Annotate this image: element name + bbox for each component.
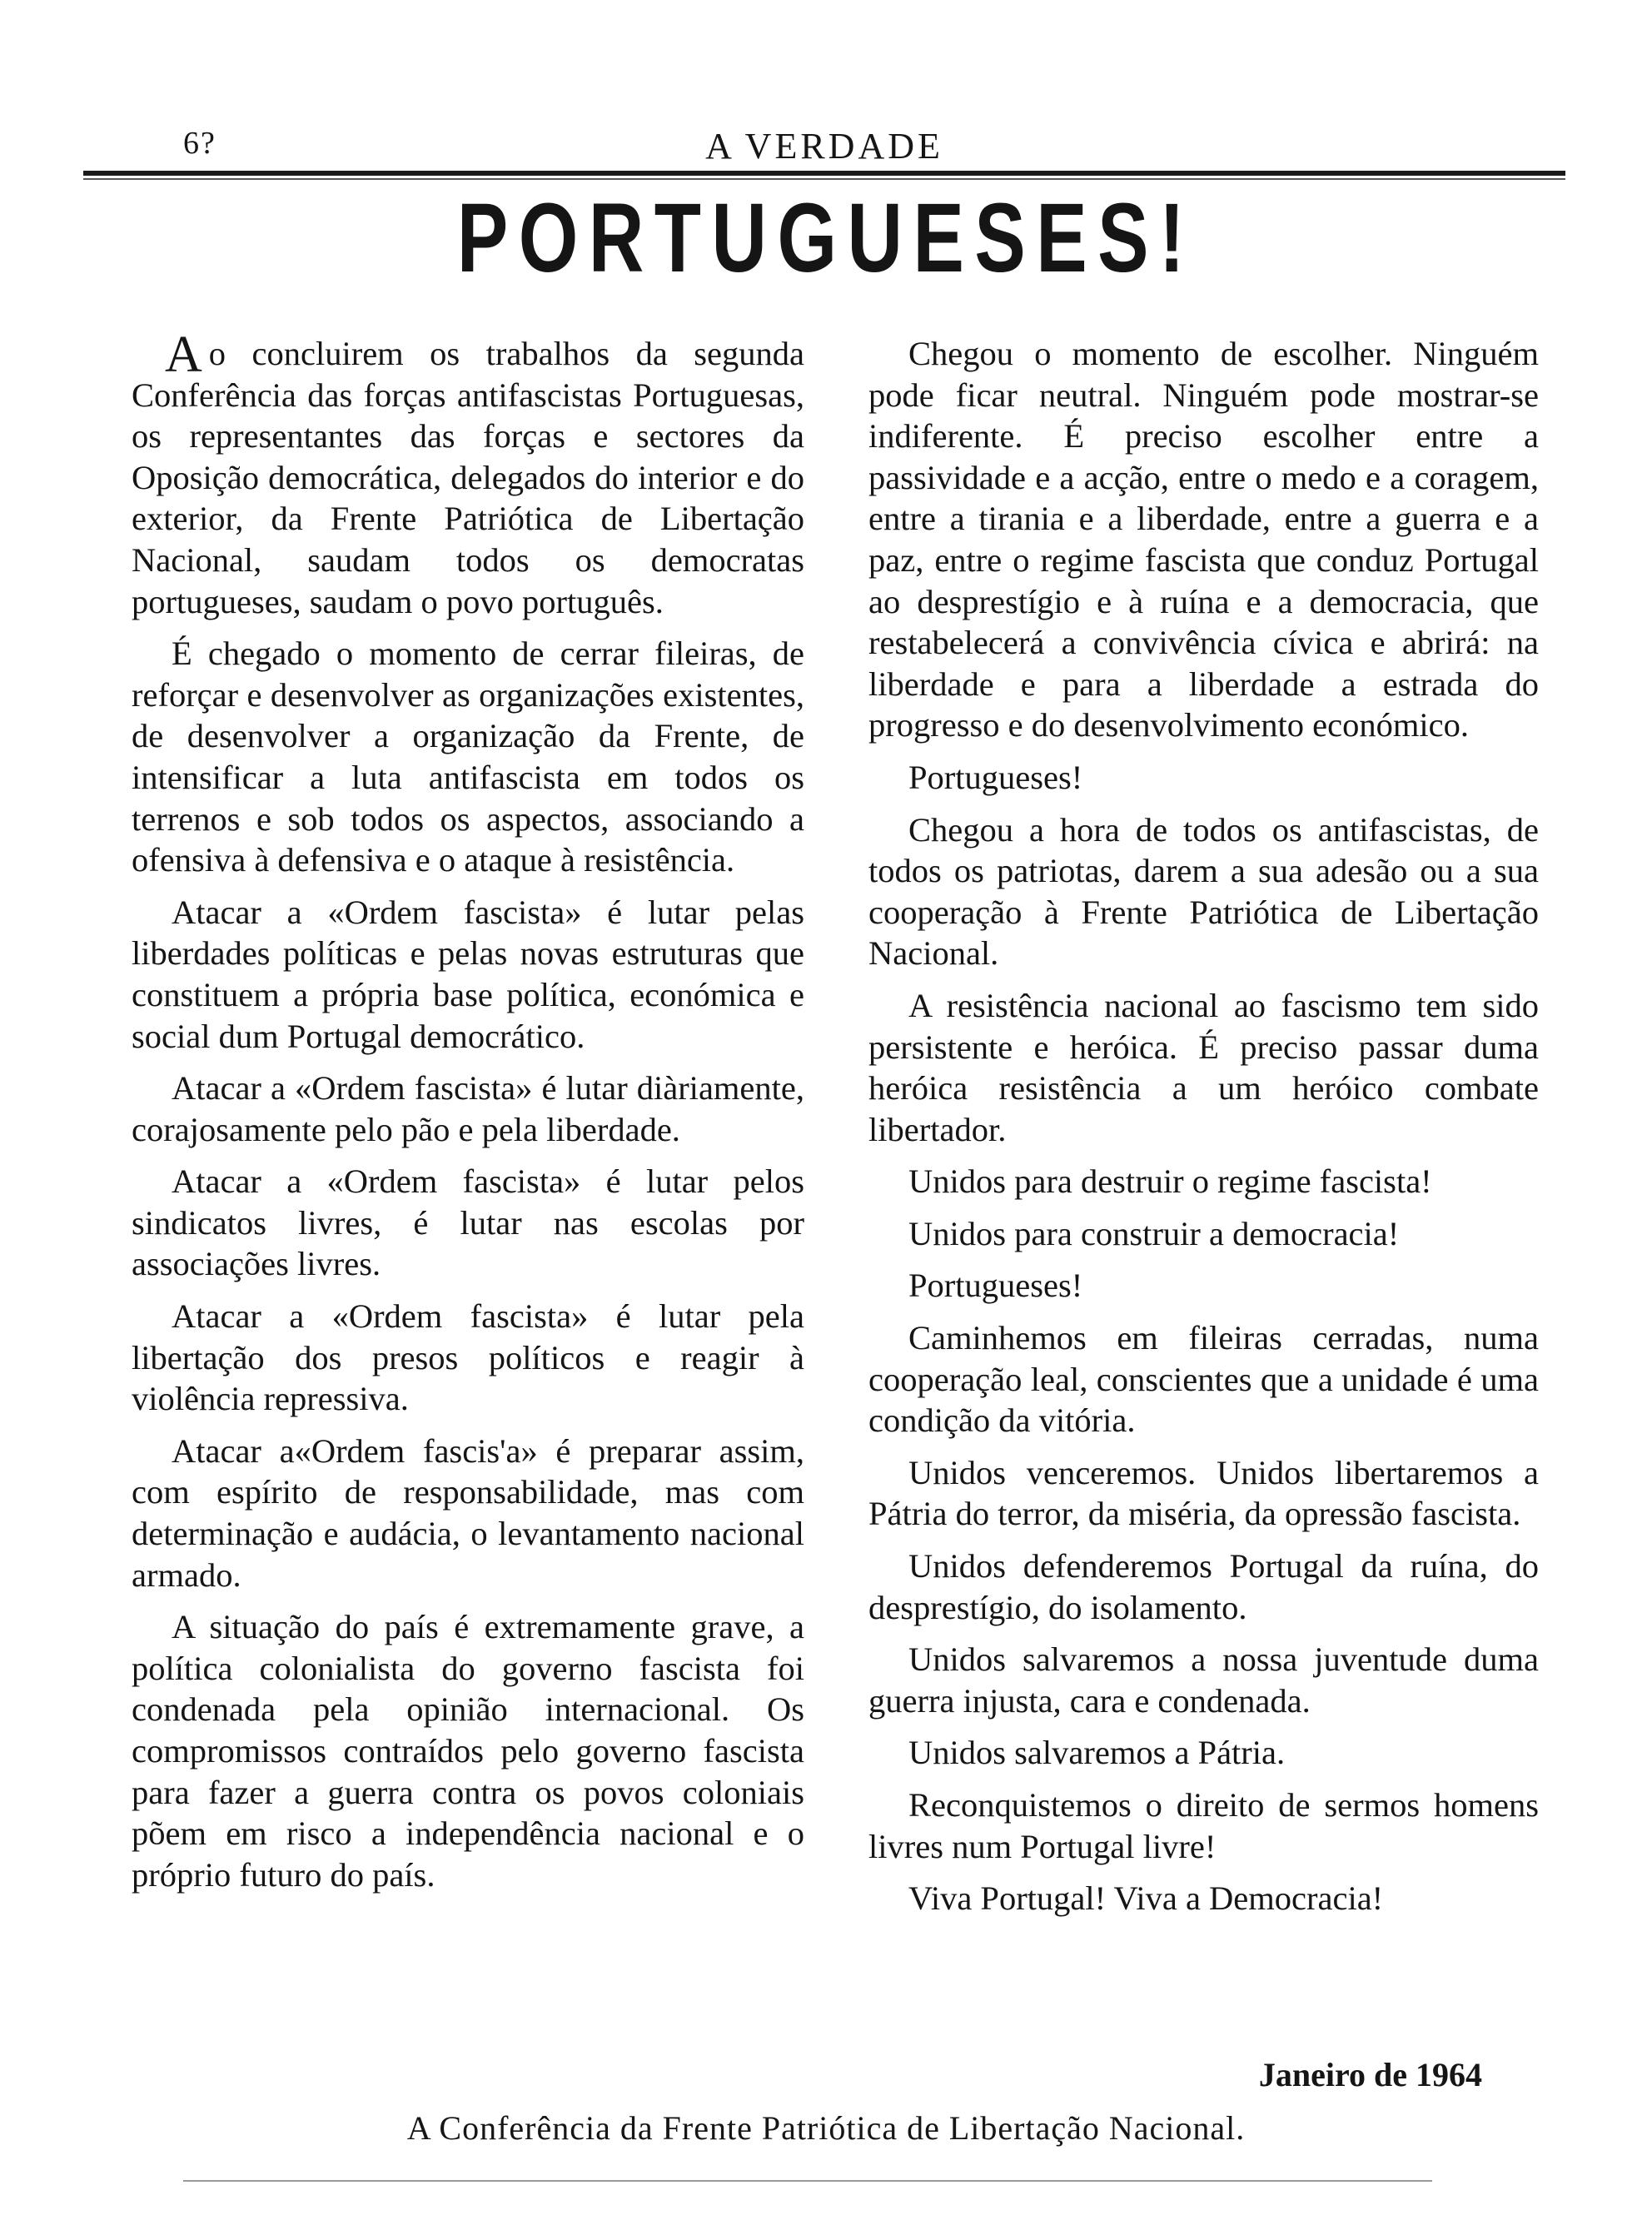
paragraph-text: o concluirem os trabalhos da segunda Conferência das forças antifascistas Portuguesas, os representantes das forças e sectores da Oposição democrática, delegados do interior e do exterior, da Frente Patriótica de Libertação Nacional, saudam todos os democratas portugueses, saudam o povo português. (132, 335, 804, 620)
paragraph: Atacar a «Ordem fascista» é lutar pelas liberdades políticas e pelas novas estruturas que constituem a própria base política, económica e social dum Portugal democrático. (132, 893, 804, 1055)
paragraph: Atacar a«Ordem fascis'a» é preparar assim, com espírito de responsabilidade, mas com determinação e audácia, o levantamento nacional armado. (132, 1431, 804, 1594)
page-number: 6? (183, 126, 216, 161)
paragraph: Caminhemos em fileiras cerradas, numa cooperação leal, conscientes que a unidade é uma condição da vitória. (868, 1319, 1539, 1440)
header-rule (83, 171, 1565, 176)
paragraph: Reconquistemos o direito de sermos homens livres num Portugal livre! (868, 1786, 1539, 1865)
paragraph (132, 326, 804, 622)
paragraph: A situação do país é extremamente grave, a política colonialista do governo fascista foi condenada pela opinião internacional. Os compromissos contraídos pelo governo fascista para fazer a guerra contra os povos coloniais põem em risco a independência nacional e o próprio futuro do país. (132, 1608, 804, 1894)
paragraph: Unidos para destruir o regime fascista! (908, 1162, 1432, 1201)
paragraph: Unidos salvaremos a nossa juventude duma guerra injusta, cara e condenada. (868, 1640, 1539, 1720)
paragraph: Unidos para construir a democracia! (908, 1214, 1400, 1252)
bottom-rule (183, 2180, 1432, 2182)
paragraph: É chegado o momento de cerrar fileiras, de reforçar e desenvolver as organizações existentes, de desenvolver a organização da Frente, de intensificar a luta antifascista em todos os terrenos e sob todos os aspectos, associando a ofensiva à defensiva e o ataque à resistência. (132, 635, 804, 879)
date-line: Janeiro de 1964 (1258, 2056, 1482, 2093)
paragraph: Portugueses! (908, 758, 1083, 796)
page-header (92, 125, 1557, 175)
left-column (132, 326, 804, 1906)
paragraph: Atacar a «Ordem fascista» é lutar diàriamente, corajosamente pelo pão e pela liberdade. (132, 1069, 804, 1148)
paragraph: Chegou a hora de todos os antifascistas, de todos os patriotas, darem a sua adesão ou a sua cooperação à Frente Patriótica de Libertação Nacional. (868, 810, 1539, 973)
paragraph: Unidos salvaremos a Pátria. (908, 1734, 1286, 1772)
right-column (868, 333, 1539, 1930)
header-rule-thin (83, 178, 1565, 180)
paragraph: Atacar a «Ordem fascista» é lutar pelos sindicatos livres, é lutar nas escolas por associações livres. (132, 1162, 804, 1283)
paragraph: Portugueses! (908, 1267, 1083, 1305)
headline: PORTUGUESES! (456, 183, 1196, 293)
paragraph: Atacar a «Ordem fascista» é lutar pela libertação dos presos políticos e reagir à violência repressiva. (132, 1297, 804, 1418)
signature-line: A Conferência da Frente Patriótica de Libertação Nacional. (406, 2109, 1246, 2147)
paragraph: Unidos venceremos. Unidos libertaremos a Pátria do terror, da miséria, da opressão fascista. (868, 1453, 1539, 1533)
dropcap: A (165, 326, 202, 383)
paragraph: Viva Portugal! Viva a Democracia! (908, 1879, 1384, 1918)
paragraph: Chegou o momento de escolher. Ninguém pode ficar neutral. Ninguém pode mostrar-se indiferente. É preciso escolher entre a passividade e a acção, entre o medo e a coragem, entre a tirania e a liberdade, entre a guerra e a paz, entre o regime fascista que conduz Portugal ao desprestígio e à ruína e a democracia, que restabelecerá a convivência cívica e abrirá: na liberdade e para a liberdade a estrada do progresso e do desenvolvimento económico. (868, 335, 1539, 744)
newspaper-name: A VERDADE (705, 126, 943, 167)
paragraph: A resistência nacional ao fascismo tem sido persistente e heróica. É preciso passar duma heróica resistência a um heróico combate libertador. (868, 986, 1539, 1148)
paragraph: Unidos defenderemos Portugal da ruína, do desprestígio, do isolamento. (868, 1547, 1539, 1626)
